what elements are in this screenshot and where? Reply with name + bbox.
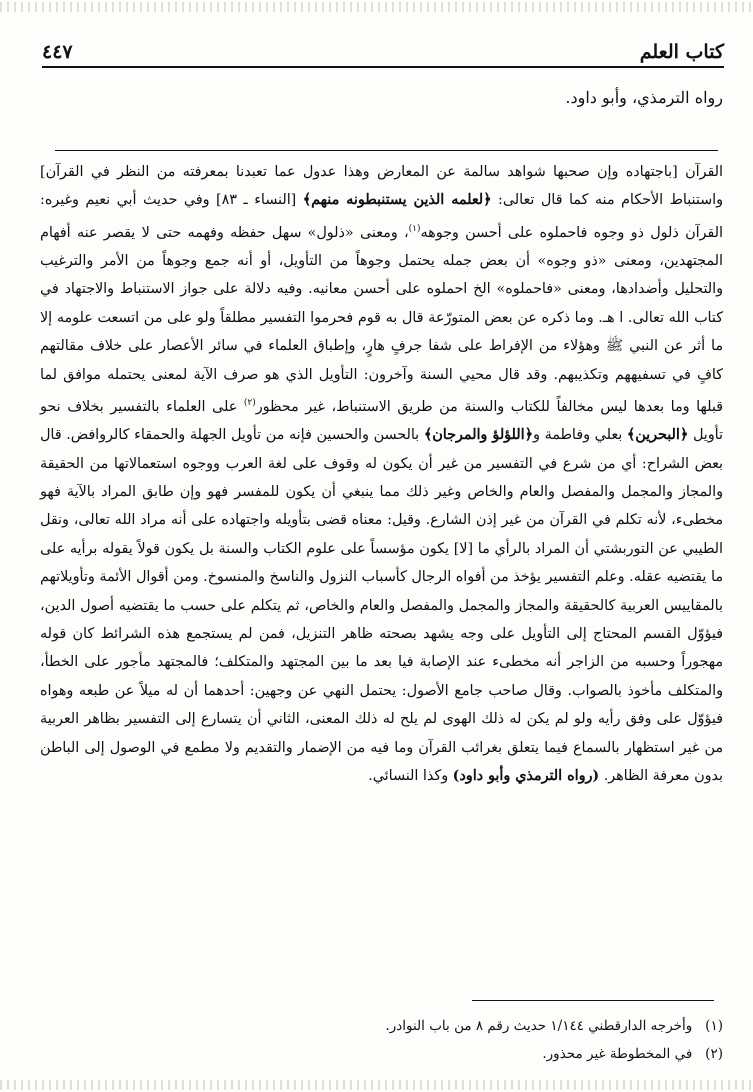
footnotes xyxy=(43,1012,723,1068)
quran-verse: ﴿لعلمه الذين يستنبطونه منهم﴾ xyxy=(302,192,492,209)
footnote-1 xyxy=(43,1012,723,1040)
commentary-segment: على العلماء بالتفسير بخلاف نحو تأويل xyxy=(40,398,724,444)
footnote-ref-1[interactable]: (١) xyxy=(408,223,421,234)
commentary-segment: [النساء ـ ٨٣] وفي حديث أبي نعيم وغيره: القرآن ذلول ذو وجوه فاحملوه على أحسن وجوهه xyxy=(40,192,723,241)
page-number: ٤٤٧ xyxy=(42,41,73,63)
commentary-segment: بالحسن والحسين فإنه من تأويل الجهلة والحمقاء كالروافض. قال بعض الشراح: أي من شرع في التفسير من غير أن يكون له وقوف على لغة العرب ووجوه استعمالاتها من الحقيقة والمجاز والمجمل والمفصل والعام والخاص وغير ذلك مما ينبغي أن يكون للمفسر فهو وإن طابق المراد بالآية فهو مخطىء، لأنه تكلم في القرآن من غير إذن الشارع. وقيل: معناه قضى بتأويله واجتهاده على أنه مراد الله تعالى، ونقل الطيبي عن التوربشتي أن المراد بالرأي ما [لا] يكون مؤسساً على علوم الكتاب والسنة بل يكون قولاً يقوله برأيه على ما يقتضيه عقله. وعلم التفسير يؤخذ من أفواه الرجال كأسباب النزول والناسخ والمنسوخ. ومن أقوال الأئمة وتأويلاتهم بالمقاييس العربية كالحقيقة والمجاز والمجمل والمفصل والعام والخاص، ثم يتكلم على حسب ما يقتضيه أصول الدين، فيؤوّل القسم المحتاج إلى التأويل على وجه يشهد بصحته ظاهر التنزيل، فمن لم يستجمع هذه الشرائط كان قوله مهجوراً وحسبه من الزاجر أنه مخطىء عند الإصابة فيا بعد ما بين المجتهد والمتكلف؛ فالمجتهد مأجور على الخطأ، والمتكلف مأخوذ بالصواب. وقال صاحب جامع الأصول: يحتمل النهي عن وجهين: أحدهما أن له ميلاً عن طبعه وهواه فيؤوّل على وفق رأيه ولو لم يكن له ذلك الهوى لم يلح له ذلك المعنى، الثاني أن يتسارع إلى التفسير بظاهر العربية من غير استظهار بالسماع فيما يتعلق بغرائب القرآن وما فيه من الإضمار والتقديم ولا مطمع في الوصول إلى الباطن بدون معرفة الظاهر. xyxy=(40,427,723,785)
commentary-segment: القرآن [باجتهاده وإن صحبها شواهد سالمة عن المعارض وهذا عدول عما تعبدنا بمعرفته من النظر في القرآن] واستنباط الأحكام منه كما قال تعالى: xyxy=(40,164,723,209)
footnote-text: وأخرجه الدارقطني ١/١٤٤ حديث رقم ٨ من باب النوادر. xyxy=(385,1018,693,1034)
narration-source: (رواه الترمذي وأبو داود) xyxy=(452,768,600,785)
page-header xyxy=(42,32,724,68)
quran-word-bahrain: ﴿البحرين﴾ xyxy=(626,427,689,444)
book-title: كتاب العلم xyxy=(639,41,724,63)
footnote-separator xyxy=(472,1000,714,1001)
bottom-ornament-border xyxy=(0,1080,753,1090)
footnote-number: (٢) xyxy=(705,1046,723,1062)
commentary-segment: وكذا النسائي. xyxy=(368,768,449,785)
commentary-segment: بعلي وفاطمة و xyxy=(533,427,623,444)
footnote-2 xyxy=(43,1040,723,1068)
hadith-text: رواه الترمذي، وأبو داود. xyxy=(565,88,723,107)
footnote-text: في المخطوطة غير محذور. xyxy=(542,1046,693,1062)
footnote-ref-2[interactable]: (٢) xyxy=(243,398,256,409)
commentary-segment: ، ومعنى «ذلول» سهل حفظه وفهمه حتى لا يقصر عنه أفهام المجتهدين، ومعنى «ذو وجوه» أن بعض جمله يحتمل وجوهاً من التأويل، أو أنه جمع وجوهاً من الأمر والترغيب والتحليل وأضدادها، ومعنى «فاحملوه» الخ احملوه على أحسن معانيه. وفيه دلالة على جواز الاستنباط والاجتهاد في كتاب الله تعالى. ا هـ. وما ذكره عن بعض المتورّعة قال به قوم فحرموا التفسير مطلقاً ولو على من اتسعت علومه إلا ما أثر عن النبي ﷺ وهؤلاء من الإفراط على شفا جرفٍ هارٍ، وإطباق العلماء في سائر الأعصار على خلاف مقالتهم كافٍ في تسفيههم وتكذيبهم. وقد قال محيي السنة وآخرون: التأويل الذي هو صرف الآية لمعنى يحتمله موافق لما قبلها وما بعدها ليس مخالفاً للكتاب والسنة من طريق الاستنباط، غير محظور xyxy=(40,224,724,415)
commentary-body xyxy=(40,158,723,790)
top-ornament-border xyxy=(0,2,753,12)
quran-word-lulu: ﴿اللؤلؤ والمرجان﴾ xyxy=(423,427,533,444)
commentary-separator xyxy=(55,150,718,151)
footnote-number: (١) xyxy=(705,1018,723,1034)
